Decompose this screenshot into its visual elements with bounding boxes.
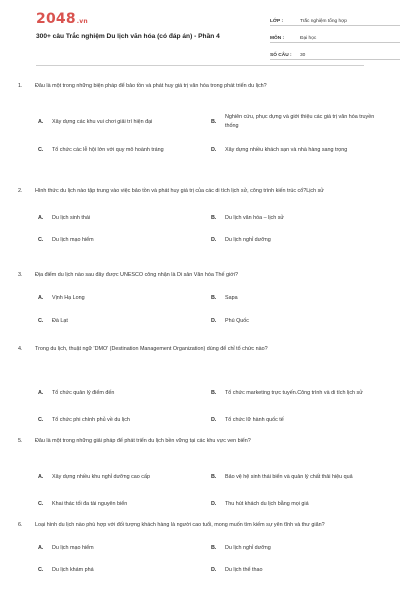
option-letter: B.: [211, 473, 217, 480]
option-text: Xây dựng nhiều khu nghỉ dưỡng cao cấp: [52, 473, 150, 480]
question-4: [18, 345, 382, 423]
option-text: Sapa: [225, 295, 238, 301]
option-text: Khai thác tối đa tài nguyên biển: [52, 501, 128, 507]
option-a[interactable]: [38, 384, 208, 402]
option-a[interactable]: [38, 214, 208, 223]
option-letter: B.: [211, 118, 217, 125]
option-letter: C.: [38, 318, 44, 324]
option-text: Thu hút khách du lịch bằng mọi giá: [225, 501, 309, 507]
meta-row-count: [270, 48, 400, 60]
option-letter: D.: [211, 318, 217, 324]
option-c[interactable]: [38, 141, 208, 159]
question-3: [18, 271, 382, 324]
option-d[interactable]: [211, 566, 381, 575]
option-letter: C.: [38, 146, 44, 153]
option-d[interactable]: [211, 500, 381, 509]
option-letter: C.: [38, 237, 44, 243]
option-text: Xây dựng các khu vui chơi giải trí hiện đại: [52, 118, 153, 125]
site-logo[interactable]: [36, 11, 88, 27]
meta-key: LỚP :: [270, 18, 284, 24]
option-text: Du lịch mạo hiểm: [52, 545, 94, 551]
question-5: [18, 437, 382, 507]
meta-value: Đại học: [300, 35, 317, 41]
document-header: [18, 0, 382, 66]
option-text: Du lịch khám phá: [52, 567, 94, 573]
option-text: Du lịch nghỉ dưỡng: [225, 545, 271, 551]
option-letter: C.: [38, 567, 44, 573]
option-text: Du lịch nghỉ dưỡng: [225, 237, 271, 243]
document-title: 300+ câu Trắc nghiệm Du lịch văn hóa (có đáp án) - Phần 4: [36, 33, 220, 40]
header-divider: [36, 65, 364, 66]
option-b[interactable]: [211, 294, 381, 303]
option-letter: D.: [211, 146, 217, 153]
option-a[interactable]: [38, 294, 208, 303]
option-b[interactable]: [211, 214, 381, 223]
option-text: Tổ chức lữ hành quốc tế: [225, 417, 284, 423]
option-letter: A.: [38, 215, 44, 221]
question-number: 5.: [18, 438, 23, 444]
meta-key: MÔN :: [270, 35, 285, 41]
option-letter: A.: [38, 295, 44, 301]
option-letter: A.: [38, 545, 44, 551]
option-d[interactable]: [211, 317, 381, 326]
option-a[interactable]: [38, 113, 208, 131]
option-letter: D.: [211, 567, 217, 573]
question-stem: [18, 345, 382, 354]
logo-suffix: .vn: [76, 18, 88, 25]
option-text: Xây dựng nhiều khách sạn và nhà hàng sang trọng: [225, 146, 348, 153]
option-letter: D.: [211, 501, 217, 507]
question-number: 2.: [18, 188, 23, 194]
meta-row-subject: [270, 31, 400, 43]
meta-table: [270, 14, 400, 65]
option-text: Tổ chức marketing trực tuyến.Công trình và di tích lịch sử: [225, 389, 363, 396]
question-text: Địa điểm du lịch nào sau đây được UNESCO công nhận là Di sản Văn hóa Thế giới?: [35, 272, 238, 278]
option-b[interactable]: [211, 468, 381, 486]
option-b[interactable]: [211, 384, 381, 402]
meta-row-class: [270, 14, 400, 26]
question-stem: [18, 437, 382, 446]
question-number: 4.: [18, 346, 23, 352]
option-text: Tổ chức các lễ hội lớn với quy mô hoành tráng: [52, 146, 164, 153]
question-stem: [18, 82, 382, 91]
option-text: Nghiên cứu, phục dựng và giới thiệu các giá trị văn hóa truyền thống: [225, 114, 375, 129]
option-c[interactable]: [38, 236, 208, 245]
option-c[interactable]: [38, 500, 208, 509]
question-2: [18, 187, 382, 243]
option-d[interactable]: [211, 416, 381, 425]
option-text: Du lịch văn hóa – lịch sử: [225, 215, 285, 221]
option-c[interactable]: [38, 416, 208, 425]
option-letter: A.: [38, 389, 44, 396]
question-number: 6.: [18, 522, 23, 528]
question-stem: [18, 187, 382, 196]
question-text: Đâu là một trong những giải pháp để phát triển du lịch bền vững tại các khu vực ven biển?: [35, 438, 251, 444]
question-number: 3.: [18, 272, 23, 278]
option-text: Vịnh Hạ Long: [52, 295, 85, 301]
option-letter: D.: [211, 237, 217, 243]
question-number: 1.: [18, 83, 23, 89]
option-d[interactable]: [211, 141, 381, 159]
option-letter: B.: [211, 389, 217, 396]
option-text: Du lịch sinh thái: [52, 215, 91, 221]
question-6: [18, 521, 382, 573]
option-letter: C.: [38, 417, 44, 423]
option-text: Phú Quốc: [225, 318, 249, 324]
logo-main: 2048: [36, 11, 76, 27]
question-stem: [18, 271, 382, 280]
option-letter: B.: [211, 545, 217, 551]
question-1: [18, 82, 382, 153]
option-letter: C.: [38, 501, 44, 507]
option-c[interactable]: [38, 566, 208, 575]
meta-key: SỐ CÂU :: [270, 52, 292, 58]
option-a[interactable]: [38, 544, 208, 553]
option-text: Bảo vệ hệ sinh thái biển và quản lý chất thải hiệu quả: [225, 473, 353, 480]
question-text: Đâu là một trong những biện pháp để bảo tồn và phát huy giá trị văn hóa trong phát triển du lịch?: [35, 83, 267, 89]
option-letter: A.: [38, 473, 44, 480]
option-text: Du lịch thể thao: [225, 567, 263, 573]
option-b[interactable]: [211, 544, 381, 553]
question-text: Trong du lịch, thuật ngữ 'DMO' (Destination Management Organization) dùng để chỉ tổ chức nào?: [35, 346, 268, 352]
meta-value: Trắc nghiệm tổng hợp: [300, 18, 347, 24]
option-c[interactable]: [38, 317, 208, 326]
option-text: Tổ chức phi chính phủ về du lịch: [52, 417, 130, 423]
question-stem: [18, 521, 382, 530]
option-letter: B.: [211, 215, 217, 221]
option-b[interactable]: [211, 113, 381, 131]
option-text: Đà Lạt: [52, 318, 68, 324]
question-text: Loại hình du lịch nào phù hợp với đối tượng khách hàng là người cao tuổi, mong muốn tìm kiếm sự yên tĩnh và thư giãn?: [35, 522, 325, 528]
option-letter: B.: [211, 295, 217, 301]
option-a[interactable]: [38, 468, 208, 486]
option-letter: A.: [38, 118, 44, 125]
question-text: Hình thức du lịch nào tập trung vào việc bảo tồn và phát huy giá trị của các di tích lịch sử, công trình kiến trúc cổ?Lịch sử: [35, 188, 324, 194]
option-d[interactable]: [211, 236, 381, 245]
option-letter: D.: [211, 417, 217, 423]
meta-value: 30: [300, 52, 306, 58]
option-text: Tổ chức quản lý điểm đến: [52, 389, 115, 396]
option-text: Du lịch mạo hiểm: [52, 237, 94, 243]
